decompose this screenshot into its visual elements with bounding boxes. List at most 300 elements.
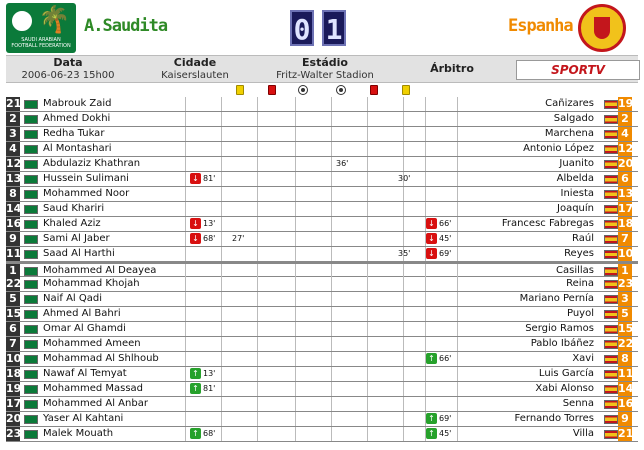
player-number-a: 10	[6, 352, 22, 365]
event-b-sub-text: 66'	[439, 219, 452, 228]
column-divider	[221, 157, 222, 171]
column-divider	[425, 187, 426, 201]
saudi-flag-icon	[24, 370, 38, 379]
column-divider	[185, 292, 186, 306]
column-divider	[403, 127, 404, 141]
column-divider	[403, 202, 404, 216]
sub-in-icon: ↑	[190, 428, 201, 439]
player-number-a: 7	[6, 337, 20, 351]
event-b-time-text: 30'	[398, 174, 411, 183]
event-goal-time	[336, 158, 348, 170]
column-divider	[367, 232, 368, 246]
column-divider	[295, 217, 296, 231]
column-divider	[295, 382, 296, 396]
player-number-b: 5	[618, 307, 632, 321]
event-a-sub	[190, 233, 215, 245]
player-number-b: 3	[618, 292, 632, 306]
column-divider	[185, 187, 186, 201]
column-divider	[367, 397, 368, 411]
column-divider	[425, 292, 426, 306]
spain-flag-icon	[604, 115, 618, 124]
player-name-b[interactable]: Antonio López	[523, 143, 594, 154]
info-arbitro	[390, 56, 514, 82]
player-name-b[interactable]: Juanito	[559, 158, 594, 169]
cidade-value: Kaiserslauten	[161, 70, 229, 81]
column-divider	[257, 247, 258, 261]
column-divider	[367, 277, 368, 291]
column-divider	[331, 322, 332, 336]
scoreboard	[290, 10, 346, 46]
column-divider	[185, 412, 186, 426]
sub-out-icon: ↓	[426, 218, 437, 229]
player-name-b[interactable]: Reyes	[564, 248, 594, 259]
event-a-time	[232, 233, 244, 245]
yellow-card-icon	[402, 85, 410, 95]
column-divider	[295, 127, 296, 141]
player-number-a: 11	[6, 247, 22, 260]
table-row	[6, 172, 638, 187]
saudi-flag-icon	[24, 115, 38, 124]
spain-flag-icon	[604, 340, 618, 349]
table-row	[6, 382, 638, 397]
event-b-sub	[426, 248, 451, 260]
column-divider	[295, 367, 296, 381]
player-number-b: 14	[618, 382, 634, 395]
column-divider	[331, 307, 332, 321]
spain-flag-icon	[604, 385, 618, 394]
saudi-flag-icon	[24, 175, 38, 184]
player-name-b[interactable]: Mariano Pernía	[519, 293, 594, 304]
column-divider	[425, 97, 426, 111]
event-a-time-text: 27'	[232, 234, 245, 243]
spain-flag-icon	[604, 400, 618, 409]
column-divider	[221, 232, 222, 246]
column-divider	[331, 412, 332, 426]
player-name-a[interactable]: Saud Khariri	[43, 203, 105, 214]
sub-in-icon: ↑	[426, 428, 437, 439]
table-row	[6, 292, 638, 307]
column-divider	[257, 382, 258, 396]
column-divider	[331, 172, 332, 186]
spain-flag-icon	[604, 415, 618, 424]
player-name-b[interactable]: Fernando Torres	[514, 413, 594, 424]
event-a-sub-text: 13'	[203, 369, 216, 378]
table-row	[6, 247, 638, 262]
column-divider	[185, 427, 186, 441]
table-row	[6, 217, 638, 232]
event-a-sub	[190, 383, 215, 395]
player-number-b: 16	[618, 397, 634, 410]
spain-flag-icon	[604, 267, 618, 276]
player-name-a[interactable]: Omar Al Ghamdi	[43, 323, 126, 334]
player-number-b: 23	[618, 277, 634, 290]
table-row	[6, 337, 638, 352]
saudi-flag-icon	[24, 250, 38, 259]
saudi-flag-icon	[24, 130, 38, 139]
column-divider	[457, 157, 458, 171]
player-name-a[interactable]: Mohammad Khojah	[43, 278, 140, 289]
column-divider	[185, 264, 186, 278]
column-divider	[403, 187, 404, 201]
event-a-sub-text: 68'	[203, 234, 216, 243]
column-divider	[457, 412, 458, 426]
saudi-flag-icon	[24, 145, 38, 154]
column-divider	[367, 157, 368, 171]
player-name-a[interactable]: Mabrouk Zaid	[43, 98, 112, 109]
event-b-sub	[426, 233, 451, 245]
column-divider	[295, 307, 296, 321]
table-row	[6, 97, 638, 112]
event-b-sub	[426, 428, 451, 440]
player-name-b[interactable]: Marchena	[544, 128, 594, 139]
column-divider	[403, 412, 404, 426]
column-divider	[185, 232, 186, 246]
column-divider	[457, 352, 458, 366]
player-name-a[interactable]: Malek Mouath	[43, 428, 114, 439]
column-divider	[221, 367, 222, 381]
player-name-b[interactable]: Xavi	[572, 353, 594, 364]
column-divider	[457, 264, 458, 278]
table-row	[6, 142, 638, 157]
player-name-a[interactable]: Al Montashari	[43, 143, 112, 154]
column-divider	[295, 264, 296, 278]
column-divider	[295, 142, 296, 156]
column-divider	[295, 232, 296, 246]
column-divider	[257, 367, 258, 381]
event-a-sub-text: 13'	[203, 219, 216, 228]
spain-flag-icon	[604, 310, 618, 319]
table-row	[6, 367, 638, 382]
column-divider	[257, 322, 258, 336]
column-divider	[403, 382, 404, 396]
data-label: Data	[53, 56, 83, 69]
player-name-a[interactable]: Nawaf Al Temyat	[43, 368, 127, 379]
column-divider	[457, 397, 458, 411]
column-divider	[331, 157, 332, 171]
column-divider	[185, 382, 186, 396]
player-name-a[interactable]: Ahmed Al Bahri	[43, 308, 121, 319]
column-divider	[221, 307, 222, 321]
sportv-logo: SPORTV	[516, 60, 640, 80]
column-divider	[457, 217, 458, 231]
player-name-b[interactable]: Pablo Ibáñez	[530, 338, 594, 349]
column-divider	[185, 367, 186, 381]
column-divider	[367, 427, 368, 441]
column-divider	[331, 264, 332, 278]
player-name-b[interactable]: Joaquín	[557, 203, 594, 214]
player-number-a: 12	[6, 157, 22, 170]
column-divider	[295, 112, 296, 126]
event-legend-row	[6, 84, 638, 97]
spain-flag-icon	[604, 145, 618, 154]
player-number-a: 23	[6, 427, 22, 440]
column-divider	[331, 427, 332, 441]
column-divider	[367, 337, 368, 351]
column-divider	[457, 337, 458, 351]
table-row	[6, 202, 638, 217]
column-divider	[185, 127, 186, 141]
arbitro-label: Árbitro	[430, 62, 474, 75]
column-divider	[457, 142, 458, 156]
player-name-b[interactable]: Iniesta	[560, 188, 594, 199]
info-data	[6, 56, 130, 82]
column-divider	[457, 172, 458, 186]
player-number-b: 7	[618, 232, 632, 246]
column-divider	[367, 367, 368, 381]
sub-in-icon: ↑	[190, 368, 201, 379]
column-divider	[425, 337, 426, 351]
column-divider	[425, 142, 426, 156]
column-divider	[367, 352, 368, 366]
player-number-a: 22	[6, 277, 22, 290]
column-divider	[221, 397, 222, 411]
player-name-b[interactable]: Francesc Fabregas	[501, 218, 594, 229]
column-divider	[295, 97, 296, 111]
player-name-a[interactable]: Naif Al Qadi	[43, 293, 103, 304]
column-divider	[295, 352, 296, 366]
player-name-b[interactable]: Salgado	[553, 113, 594, 124]
goal-ball-icon	[298, 85, 308, 95]
player-name-a[interactable]: Abdulaziz Khathran	[43, 158, 141, 169]
column-divider	[457, 307, 458, 321]
column-divider	[425, 202, 426, 216]
player-name-a[interactable]: Mohammed Noor	[43, 188, 130, 199]
column-divider	[331, 232, 332, 246]
column-divider	[221, 412, 222, 426]
event-b-sub-text: 45'	[439, 429, 452, 438]
player-name-b[interactable]: Xabi Alonso	[535, 383, 594, 394]
column-divider	[257, 217, 258, 231]
spain-flag-icon	[604, 220, 618, 229]
player-number-a: 15	[6, 307, 22, 320]
column-divider	[185, 337, 186, 351]
event-b-sub-text: 69'	[439, 249, 452, 258]
column-divider	[425, 367, 426, 381]
column-divider	[331, 367, 332, 381]
column-divider	[403, 142, 404, 156]
column-divider	[221, 264, 222, 278]
column-divider	[425, 157, 426, 171]
column-divider	[367, 292, 368, 306]
column-divider	[185, 217, 186, 231]
column-divider	[403, 112, 404, 126]
column-divider	[221, 127, 222, 141]
red-card-icon	[370, 85, 378, 95]
player-number-a: 20	[6, 412, 22, 425]
column-divider	[457, 382, 458, 396]
column-divider	[403, 367, 404, 381]
column-divider	[221, 292, 222, 306]
player-name-a[interactable]: Mohammed Ameen	[43, 338, 141, 349]
player-number-a: 17	[6, 397, 22, 410]
column-divider	[257, 202, 258, 216]
player-name-b[interactable]: Albelda	[556, 173, 594, 184]
table-row	[6, 232, 638, 247]
column-divider	[457, 247, 458, 261]
column-divider	[221, 427, 222, 441]
column-divider	[221, 187, 222, 201]
sub-out-icon: ↓	[190, 173, 201, 184]
column-divider	[457, 277, 458, 291]
spain-flag-icon	[604, 355, 618, 364]
red-card-icon	[268, 85, 276, 95]
player-number-a: 14	[6, 202, 22, 215]
column-divider	[257, 157, 258, 171]
column-divider	[295, 247, 296, 261]
player-name-a[interactable]: Hussein Sulimani	[43, 173, 129, 184]
player-number-a: 18	[6, 367, 22, 380]
column-divider	[331, 127, 332, 141]
column-divider	[257, 142, 258, 156]
column-divider	[403, 322, 404, 336]
event-a-sub	[190, 218, 215, 230]
column-divider	[367, 187, 368, 201]
saudi-flag-icon	[24, 100, 38, 109]
player-name-a[interactable]: Mohammad Al Shlhoub	[43, 353, 159, 364]
player-name-a[interactable]: Khaled Aziz	[43, 218, 101, 229]
player-name-b[interactable]: Reina	[566, 278, 594, 289]
event-a-sub	[190, 173, 215, 185]
column-divider	[185, 307, 186, 321]
event-a-sub-text: 68'	[203, 429, 216, 438]
column-divider	[403, 232, 404, 246]
column-divider	[257, 427, 258, 441]
player-name-b[interactable]: Cañizares	[545, 98, 594, 109]
column-divider	[425, 172, 426, 186]
column-divider	[457, 292, 458, 306]
player-number-b: 15	[618, 322, 634, 335]
column-divider	[403, 97, 404, 111]
column-divider	[185, 352, 186, 366]
column-divider	[185, 157, 186, 171]
event-b-time-text: 35'	[398, 249, 411, 258]
column-divider	[457, 427, 458, 441]
column-divider	[367, 112, 368, 126]
player-name-a[interactable]: Yaser Al Kahtani	[43, 413, 124, 424]
table-row	[6, 412, 638, 427]
player-name-b[interactable]: Senna	[562, 398, 594, 409]
player-name-b[interactable]: Luis García	[538, 368, 594, 379]
player-number-b: 6	[618, 172, 632, 186]
table-row	[6, 112, 638, 127]
column-divider	[331, 247, 332, 261]
table-row	[6, 157, 638, 172]
player-number-a: 21	[6, 97, 22, 110]
column-divider	[257, 337, 258, 351]
goal-ball-icon	[336, 85, 346, 95]
table-row	[6, 427, 638, 442]
table-row	[6, 187, 638, 202]
column-divider	[295, 412, 296, 426]
player-number-a: 1	[6, 264, 20, 278]
sub-out-icon: ↓	[190, 233, 201, 244]
event-a-sub	[190, 368, 215, 380]
event-a-sub	[190, 428, 215, 440]
column-divider	[403, 157, 404, 171]
player-number-a: 19	[6, 382, 22, 395]
column-divider	[185, 397, 186, 411]
saudi-flag-icon	[24, 325, 38, 334]
spain-flag-icon	[604, 370, 618, 379]
player-name-a[interactable]: Mohammed Massad	[43, 383, 144, 394]
player-number-b: 17	[618, 202, 634, 215]
sub-in-icon: ↑	[190, 383, 201, 394]
column-divider	[331, 397, 332, 411]
player-number-a: 4	[6, 142, 20, 156]
column-divider	[295, 292, 296, 306]
column-divider	[331, 217, 332, 231]
data-value: 2006-06-23 15h00	[21, 70, 115, 81]
column-divider	[403, 337, 404, 351]
saudi-flag-icon	[24, 430, 38, 439]
column-divider	[295, 187, 296, 201]
player-name-b[interactable]: Casillas	[556, 265, 594, 276]
event-b-sub-text: 69'	[439, 414, 452, 423]
column-divider	[257, 187, 258, 201]
player-number-b: 2	[618, 112, 632, 126]
player-name-a[interactable]: Mohammed Al Deayea	[43, 265, 157, 276]
player-name-a[interactable]: Sami Al Jaber	[43, 233, 110, 244]
event-b-sub	[426, 218, 451, 230]
column-divider	[185, 172, 186, 186]
column-divider	[221, 142, 222, 156]
column-divider	[221, 337, 222, 351]
event-b-sub	[426, 413, 451, 425]
spain-flag-icon	[604, 190, 618, 199]
spain-flag-icon	[604, 295, 618, 304]
saudi-flag-icon	[24, 280, 38, 289]
saudi-flag-icon	[24, 295, 38, 304]
event-goal-time-text: 36'	[336, 159, 349, 168]
spain-flag-icon	[604, 160, 618, 169]
player-name-a[interactable]: Saad Al Harthi	[43, 248, 115, 259]
spain-flag-icon	[604, 325, 618, 334]
column-divider	[257, 264, 258, 278]
column-divider	[221, 172, 222, 186]
player-name-a[interactable]: Redha Tukar	[43, 128, 105, 139]
player-number-a: 3	[6, 127, 20, 141]
player-name-a[interactable]: Mohammed Al Anbar	[43, 398, 148, 409]
column-divider	[295, 427, 296, 441]
sub-out-icon: ↓	[426, 248, 437, 259]
spain-flag-icon	[604, 175, 618, 184]
player-number-b: 11	[618, 367, 634, 380]
column-divider	[367, 127, 368, 141]
player-number-b: 4	[618, 127, 632, 141]
team-a-name: A.Saudita	[84, 16, 168, 36]
event-b-time	[398, 248, 410, 260]
player-name-b[interactable]: Villa	[572, 428, 594, 439]
player-name-b[interactable]: Puyol	[566, 308, 594, 319]
spain-flag-icon	[604, 130, 618, 139]
player-name-b[interactable]: Sergio Ramos	[525, 323, 594, 334]
sub-in-icon: ↑	[426, 413, 437, 424]
crest-icon	[594, 17, 610, 39]
yellow-card-icon	[236, 85, 244, 95]
column-divider	[403, 427, 404, 441]
column-divider	[425, 382, 426, 396]
player-number-a: 6	[6, 322, 20, 336]
column-divider	[185, 322, 186, 336]
column-divider	[257, 397, 258, 411]
column-divider	[403, 307, 404, 321]
player-number-b: 9	[618, 412, 632, 426]
match-info-bar	[6, 55, 638, 83]
player-number-b: 18	[618, 217, 634, 230]
table-row	[6, 262, 638, 277]
player-name-b[interactable]: Raúl	[572, 233, 594, 244]
player-name-a[interactable]: Ahmed Dokhi	[43, 113, 111, 124]
